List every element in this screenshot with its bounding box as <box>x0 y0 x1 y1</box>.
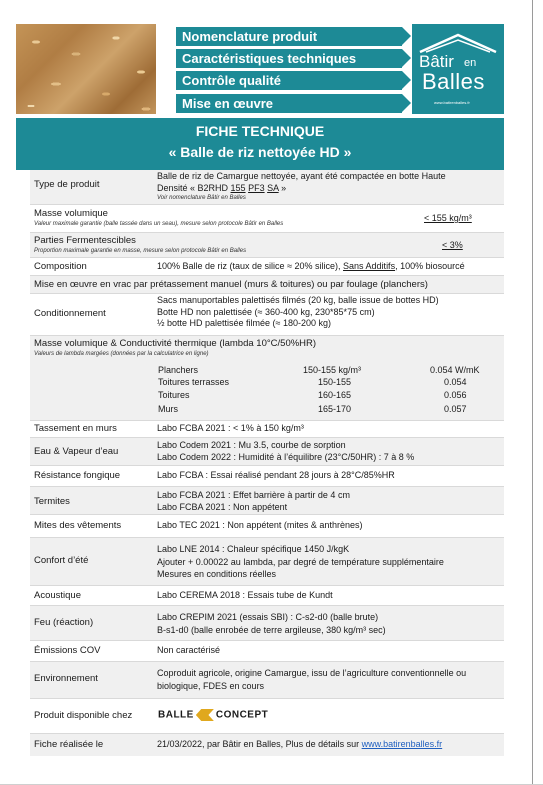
parties-fermentescibles-value: < 3% <box>442 240 463 250</box>
row-conditionnement <box>30 294 504 335</box>
brand-balle: BALLE <box>158 709 194 721</box>
nav-nomenclature[interactable]: Nomenclature produit <box>176 27 402 46</box>
row-conductivite-thermique <box>30 336 504 420</box>
row-mise-en-oeuvre-vrac <box>30 276 504 293</box>
type-produit-close: » <box>278 182 287 193</box>
value-tassement: Labo FCBA 2021 : < 1% à 150 kg/m³ <box>157 423 304 433</box>
density-murs: 165-170 <box>318 404 352 414</box>
title-banner <box>16 118 504 170</box>
conditionnement-line2: Botte HD non palettisée (≈ 360-400 kg, 230*85*75 cm) <box>157 306 375 317</box>
row-resistance-fongique <box>30 466 504 486</box>
row-tassement <box>30 421 504 437</box>
type-produit-note: Voir nomenclature Bâtir en Balles <box>157 195 246 201</box>
row-parties-fermentescibles <box>30 233 504 257</box>
roof-icon <box>418 32 498 54</box>
nav-caracteristiques[interactable]: Caractéristiques techniques <box>176 49 402 68</box>
type-produit-code-pf3: PF3 <box>248 182 265 193</box>
value-type-produit <box>157 171 446 202</box>
value-mites: Labo TEC 2021 : Non appétent (mites & anthrènes) <box>157 520 363 530</box>
density-toitures-terrasses: 150-155 <box>318 377 352 387</box>
title-product-name: « Balle de riz nettoyée HD » <box>168 144 352 160</box>
lambda-murs: 0.057 <box>444 404 467 414</box>
label-parties-fermentescibles: Parties Fermentescibles <box>34 235 136 246</box>
nav-controle-qualite[interactable]: Contrôle qualité <box>176 71 402 90</box>
nav-mise-en-oeuvre[interactable]: Mise en œuvre <box>176 94 402 113</box>
label-resistance-fongique: Résistance fongique <box>34 470 121 481</box>
value-acoustique: Labo CEREMA 2018 : Essais tube de Kundt <box>157 590 333 600</box>
conditionnement-line3: ½ botte HD palettisée filmée (≈ 180-200 kg) <box>157 318 332 328</box>
environnement-line2: biologique, FDES en cours <box>157 680 265 691</box>
value-composition <box>157 261 465 273</box>
eau-line1: Labo Codem 2021 : Mu 3.5, courbe de sorption <box>157 440 346 450</box>
mise-en-oeuvre-vrac-text: Mise en œuvre en vrac par prétassement manuel (murs & toitures) ou par foulage (planchers) <box>34 279 428 290</box>
composition-part1: 100% Balle de riz (taux de silice ≈ 20% silice), <box>157 261 344 271</box>
title-fiche-technique: FICHE TECHNIQUE <box>195 123 325 139</box>
label-masse-volumique: Masse volumique <box>34 208 108 219</box>
value-emissions-cov: Non caractérisé <box>157 645 221 655</box>
type-produit-code-155: 155 <box>230 182 246 193</box>
page-border-right <box>532 0 533 785</box>
label-termites: Termites <box>34 496 70 507</box>
balle-concept-logo <box>158 709 276 723</box>
value-termites <box>157 490 350 513</box>
lambda-planchers: 0.054 W/mK <box>430 365 480 375</box>
row-termites <box>30 487 504 514</box>
row-feu <box>30 606 504 640</box>
label-environnement: Environnement <box>34 673 98 684</box>
label-acoustique: Acoustique <box>34 590 82 601</box>
eau-line2: Labo Codem 2022 : Humidité à l’équilibre (23°C/50HR) : 7 à 8 % <box>157 451 415 462</box>
confort-line3: Mesures en conditions réelles <box>157 569 277 579</box>
label-conditionnement: Conditionnement <box>34 308 106 319</box>
label-produit-disponible: Produit disponible chez <box>34 710 133 721</box>
row-produit-disponible <box>30 699 504 733</box>
value-confort-ete <box>157 543 444 581</box>
lambda-toitures-terrasses: 0.054 <box>444 377 467 387</box>
fiche-text: 21/03/2022, par Bâtir en Balles, Plus de détails sur <box>157 739 362 749</box>
logo-text-en: en <box>464 57 477 69</box>
type-produit-code-sa: SA <box>267 182 279 193</box>
environnement-line1: Coproduit agricole, origine Camargue, issu de l’agriculture conventionnelle ou <box>157 668 467 678</box>
brand-concept: CONCEPT <box>215 709 269 721</box>
row-mites <box>30 515 504 537</box>
row-emissions-cov <box>30 641 504 661</box>
logo-website: www.batirenballes.fr <box>434 100 470 105</box>
website-link[interactable]: www.batirenballes.fr <box>361 739 443 749</box>
label-emissions-cov: Émissions COV <box>34 645 101 656</box>
row-fiche-realisee <box>30 734 504 756</box>
value-environnement <box>157 667 466 692</box>
feu-line1: Labo CREPIM 2021 (essais SBI) : C-s2-d0 (balle brute) <box>157 612 379 622</box>
usage-planchers: Planchers <box>158 365 199 375</box>
composition-sans-additifs: Sans Additifs <box>343 261 396 271</box>
composition-part3: , 100% biosourcé <box>395 261 465 271</box>
label-confort-ete: Confort d’été <box>34 555 89 566</box>
type-produit-line2 <box>157 183 446 195</box>
type-produit-densite: Densité « B2RHD <box>157 182 231 193</box>
label-composition: Composition <box>34 261 87 272</box>
label-fiche-realisee: Fiche réalisée le <box>34 739 104 750</box>
rice-husk-photo <box>16 24 156 114</box>
row-acoustique <box>30 586 504 605</box>
row-eau-vapeur <box>30 438 504 465</box>
conditionnement-line1: Sacs manuportables palettisés filmés (20 kg, balle issue de bottes HD) <box>157 295 439 305</box>
row-environnement <box>30 662 504 698</box>
label-conductivite: Masse volumique & Conductivité thermique (lambda 10°C/50%HR) <box>34 338 317 349</box>
termites-line2: Labo FCBA 2021 : Non appétent <box>157 501 288 512</box>
label-eau-vapeur: Eau & Vapeur d’eau <box>34 446 119 457</box>
row-confort-ete <box>30 538 504 585</box>
usage-toitures: Toitures <box>158 390 190 400</box>
logo-text-balles: Balles <box>422 69 485 94</box>
row-composition <box>30 258 504 275</box>
usage-toitures-terrasses: Toitures terrasses <box>158 377 230 387</box>
density-toitures: 160-165 <box>318 390 352 400</box>
confort-line1: Labo LNE 2014 : Chaleur spécifique 1450 J/kgK <box>157 544 350 554</box>
value-resistance-fongique: Labo FCBA : Essai réalisé pendant 28 jours à 28°C/85%HR <box>157 470 395 480</box>
value-fiche-realisee <box>157 739 442 751</box>
lambda-toitures: 0.056 <box>444 390 467 400</box>
batir-en-balles-logo <box>412 24 504 114</box>
label-type-produit: Type de produit <box>34 179 100 190</box>
confort-line2: Ajouter + 0.00022 au lambda, par degré de température supplémentaire <box>157 556 444 567</box>
logo-text-batir: Bâtir <box>419 52 454 71</box>
type-produit-line1: Balle de riz de Camargue nettoyée, ayant été compactée en botte Haute <box>157 171 446 181</box>
label-tassement: Tassement en murs <box>34 423 117 434</box>
parties-fermentescibles-note: Proportion maximale garantie en masse, mesure selon protocole Bâtir en Balles <box>34 248 247 254</box>
density-planchers: 150-155 kg/m³ <box>303 365 362 375</box>
value-conditionnement <box>157 295 439 330</box>
usage-murs: Murs <box>158 404 178 414</box>
masse-volumique-note: Valeur maximale garantie (balle tassée dans un seau), mesure selon protocole Bâtir en Balles <box>34 221 284 227</box>
brand-arrow-icon <box>196 709 214 721</box>
conductivite-note: Valeurs de lambda margées (données par la calculatrice en ligne) <box>34 351 209 357</box>
label-mites: Mites des vêtements <box>34 520 122 531</box>
label-feu: Feu (réaction) <box>34 617 94 628</box>
row-masse-volumique <box>30 205 504 232</box>
masse-volumique-value: < 155 kg/m³ <box>424 213 472 223</box>
feu-line2: B-s1-d0 (balle enrobée de terre argileuse, 380 kg/m³ sec) <box>157 624 386 635</box>
value-eau-vapeur <box>157 440 414 463</box>
termites-line1: Labo FCBA 2021 : Effet barrière à partir de 4 cm <box>157 490 350 500</box>
row-type-produit <box>30 170 504 204</box>
value-feu <box>157 611 386 636</box>
